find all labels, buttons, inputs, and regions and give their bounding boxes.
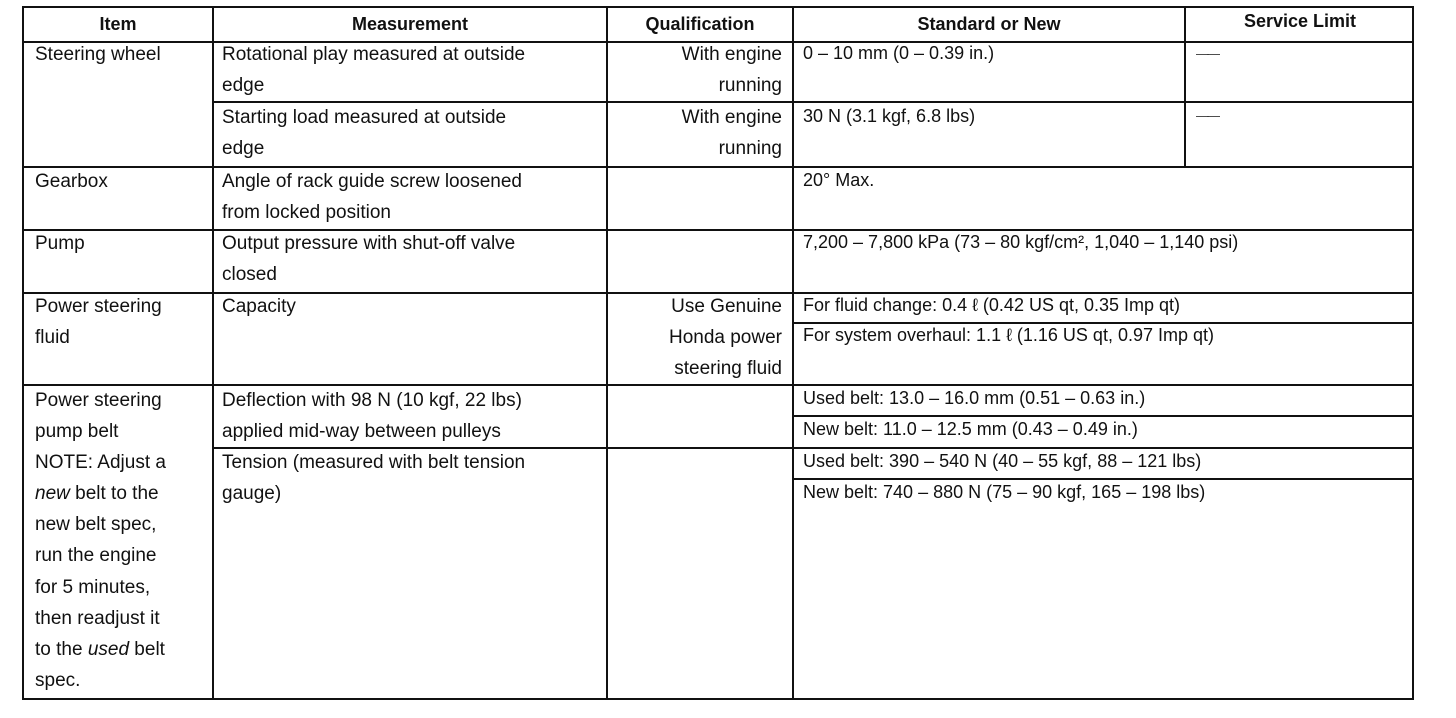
header-standard: Standard or New <box>917 14 1061 34</box>
item-steering-wheel: Steering wheel <box>35 44 161 65</box>
belt-note-line3: new belt spec, <box>35 514 157 535</box>
standard-tension-used: Used belt: 390 – 540 N (40 – 55 kgf, 88 – 121 lbs) <box>803 451 1202 471</box>
standard-deflection-new: New belt: 11.0 – 12.5 mm (0.43 – 0.49 in.) <box>803 419 1138 439</box>
standard-fluid-change: For fluid change: 0.4 ℓ (0.42 US qt, 0.35 Imp qt) <box>803 295 1181 315</box>
belt-note-line2: new belt to the <box>35 483 159 504</box>
standard-fluid-overhaul: For system overhaul: 1.1 ℓ (1.16 US qt, 0.97 Imp qt) <box>803 325 1214 345</box>
belt-note-line4: run the engine <box>35 545 157 566</box>
col-divider-qualification <box>792 8 794 700</box>
service-limit-starting-load: —— <box>1196 108 1218 123</box>
qualification-fluid-line1: Use Genuine <box>671 296 782 317</box>
spec-table <box>22 6 1414 700</box>
header-service-limit: Service Limit <box>1243 11 1357 31</box>
standard-deflection-used: Used belt: 13.0 – 16.0 mm (0.51 – 0.63 in.) <box>803 388 1146 408</box>
measurement-deflection-line2: applied mid-way between pulleys <box>222 421 501 442</box>
item-belt-line1: Power steering <box>35 390 162 411</box>
standard-starting-load: 30 N (3.1 kgf, 6.8 lbs) <box>803 106 976 126</box>
header-qualification: Qualification <box>645 14 755 34</box>
qualification-starting-load-line1: With engine <box>681 107 782 128</box>
service-limit-rotational-play: —— <box>1196 46 1218 61</box>
standard-gearbox: 20° Max. <box>803 170 875 190</box>
measurement-starting-load-line1: Starting load measured at outside <box>222 107 507 128</box>
belt-note-line8: spec. <box>35 670 81 691</box>
measurement-deflection-line1: Deflection with 98 N (10 kgf, 22 lbs) <box>222 390 522 411</box>
standard-rotational-play: 0 – 10 mm (0 – 0.39 in.) <box>803 43 995 63</box>
measurement-rotational-play-line2: edge <box>222 75 265 96</box>
measurement-fluid: Capacity <box>222 296 296 317</box>
item-fluid-line1: Power steering <box>35 296 162 317</box>
measurement-pump-line2: closed <box>222 264 277 285</box>
measurement-gearbox-line1: Angle of rack guide screw loosened <box>222 171 522 192</box>
header-measurement: Measurement <box>351 14 469 34</box>
item-gearbox: Gearbox <box>35 171 108 192</box>
belt-note-line7: to the used belt <box>35 639 165 660</box>
measurement-tension-line2: gauge) <box>222 483 282 504</box>
belt-note-line6: then readjust it <box>35 608 160 629</box>
qualification-fluid-line2: Honda power <box>668 327 782 348</box>
qualification-fluid-line3: steering fluid <box>674 358 782 379</box>
measurement-tension-line1: Tension (measured with belt tension <box>222 452 526 473</box>
qualification-starting-load-line2: running <box>718 138 782 159</box>
col-divider-item <box>212 8 214 700</box>
item-fluid-line2: fluid <box>35 327 70 348</box>
qualification-rotational-play-line2: running <box>718 75 782 96</box>
measurement-rotational-play-line1: Rotational play measured at outside <box>222 44 526 65</box>
header-item: Item <box>99 14 137 34</box>
belt-note-line5: for 5 minutes, <box>35 577 151 598</box>
standard-pump: 7,200 – 7,800 kPa (73 – 80 kgf/cm², 1,040 – 1,140 psi) <box>803 232 1239 252</box>
measurement-starting-load-line2: edge <box>222 138 265 159</box>
standard-tension-new: New belt: 740 – 880 N (75 – 90 kgf, 165 – 198 lbs) <box>803 482 1206 502</box>
item-belt-line2: pump belt <box>35 421 119 442</box>
qualification-rotational-play-line1: With engine <box>681 44 782 65</box>
measurement-pump-line1: Output pressure with shut-off valve <box>222 233 516 254</box>
item-pump: Pump <box>35 233 85 254</box>
belt-note-line1: NOTE: Adjust a <box>35 452 166 473</box>
measurement-gearbox-line2: from locked position <box>222 202 391 223</box>
